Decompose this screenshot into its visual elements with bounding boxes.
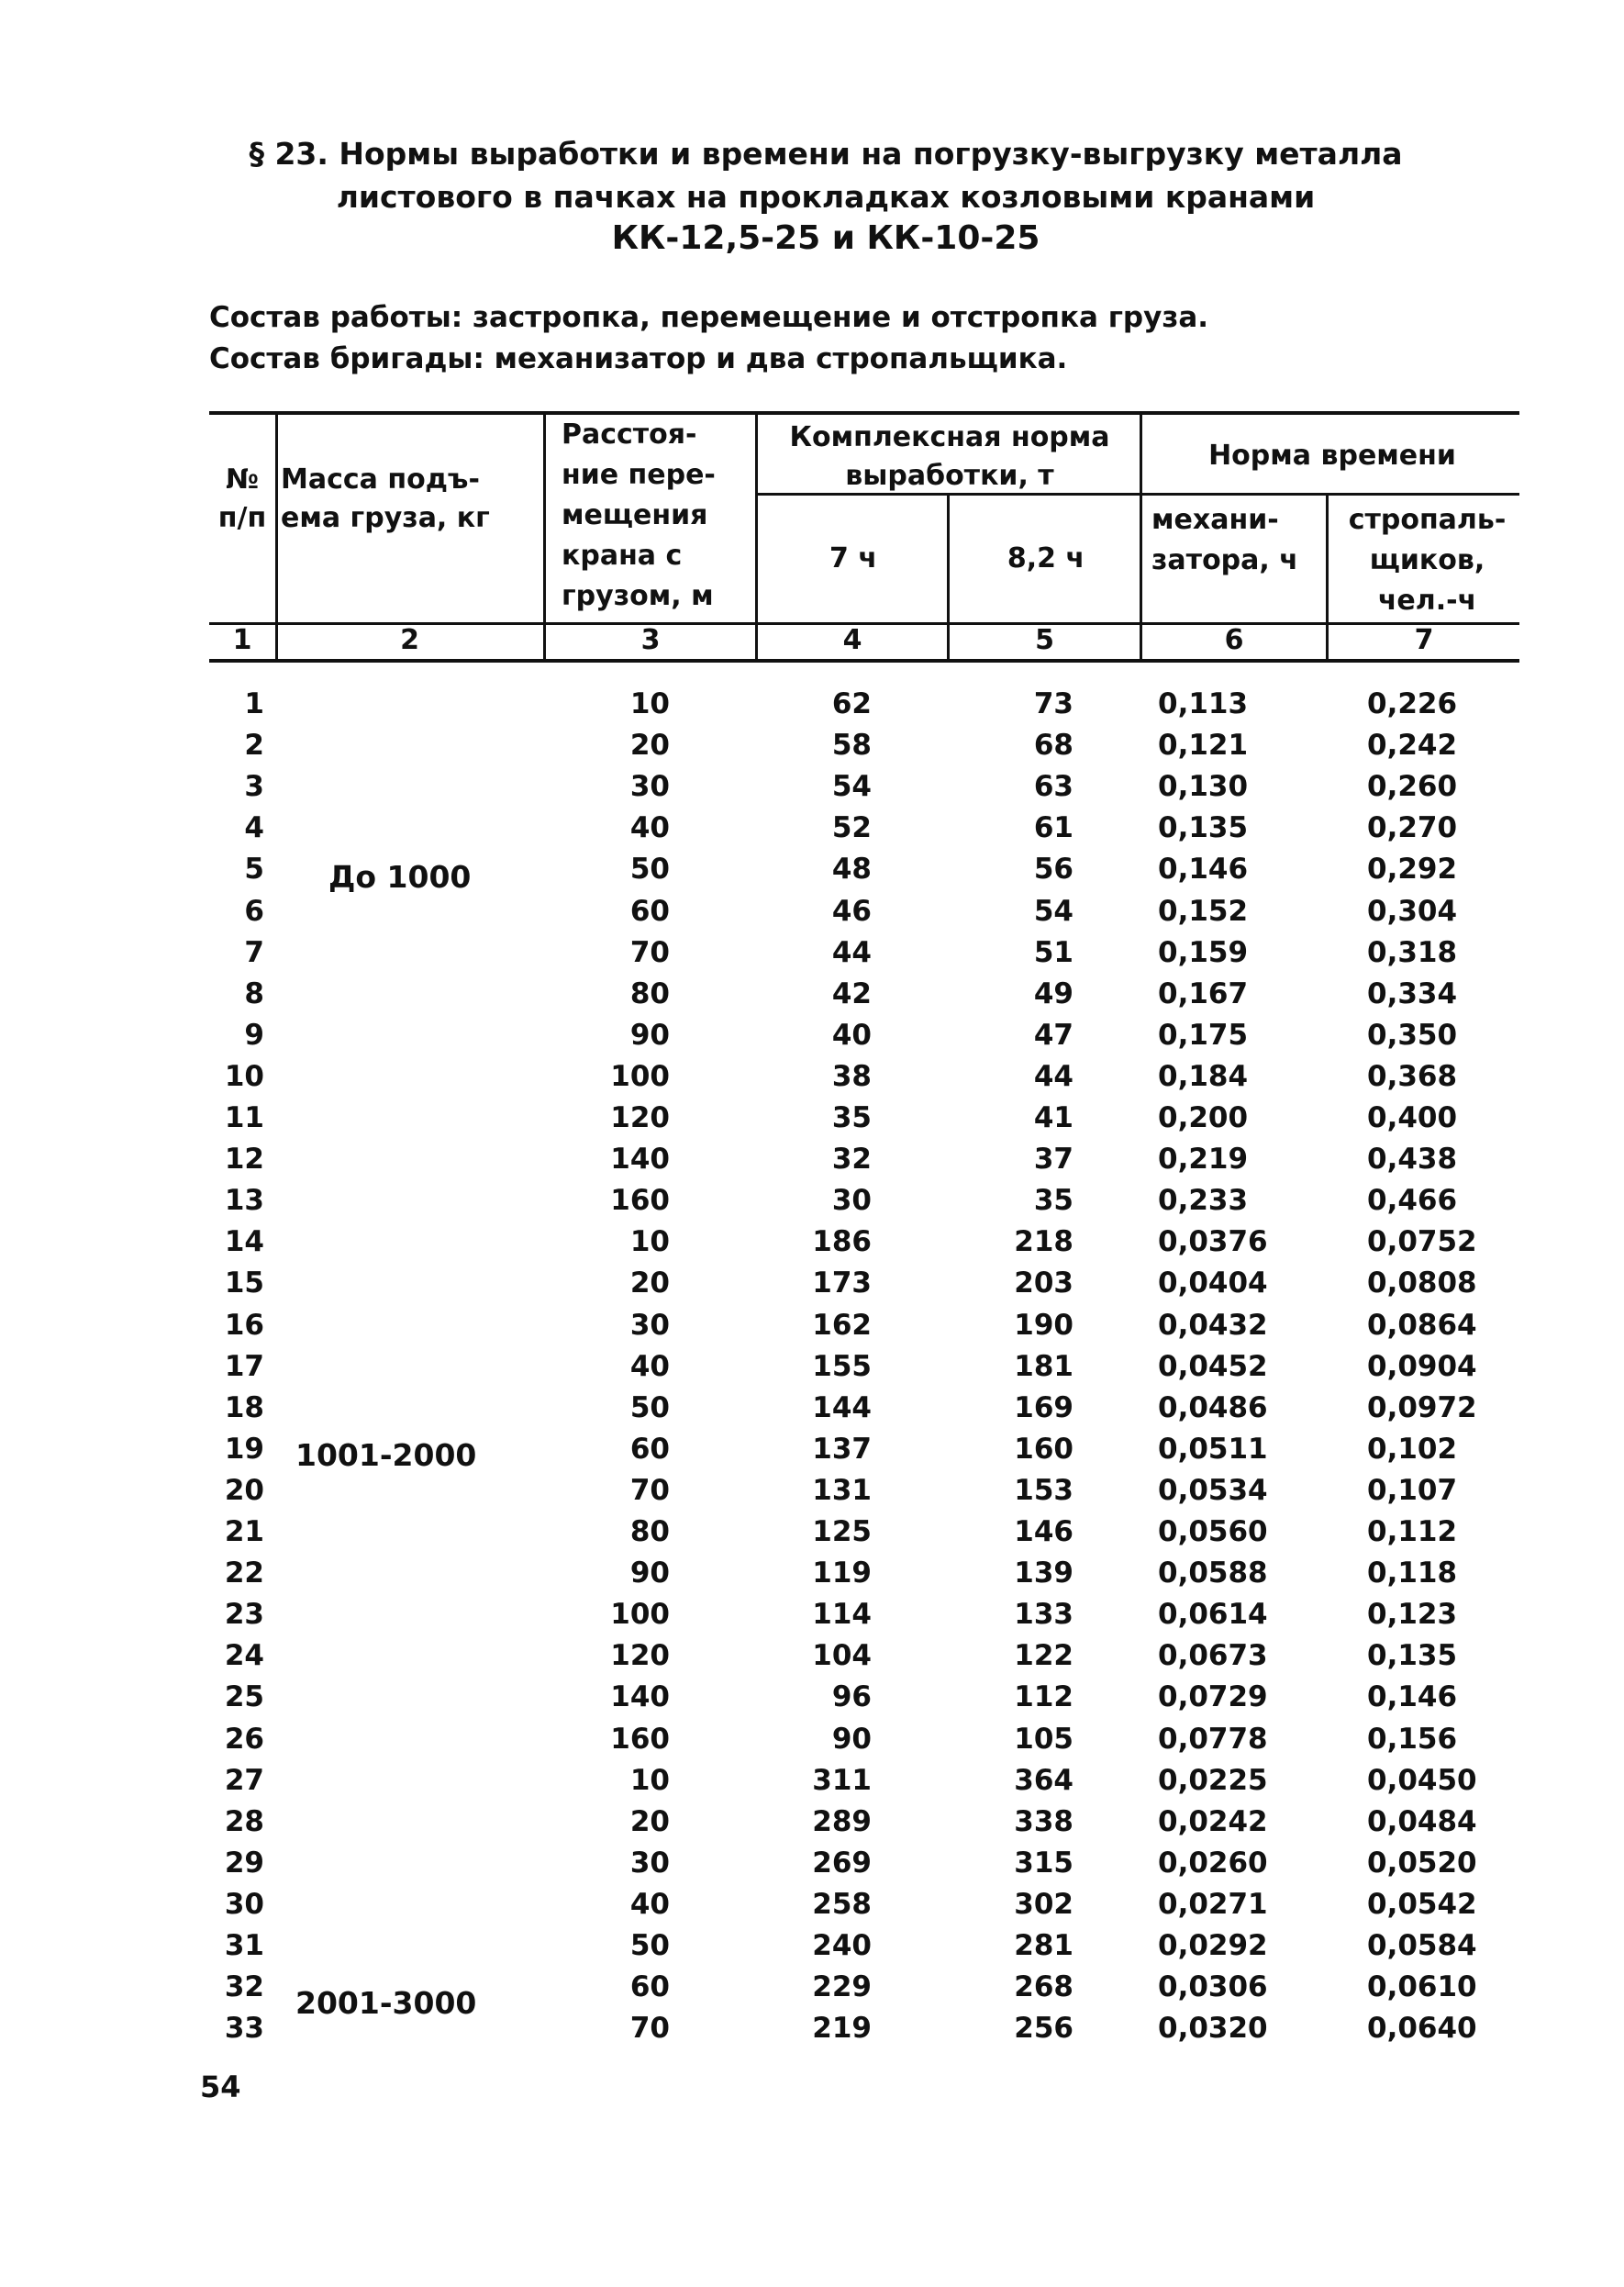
slinger-time-value: 0,0864 — [1367, 1309, 1477, 1342]
norm-7h-value: 38 — [831, 1060, 872, 1093]
header-complex-norm: Комплексная норма выработки, т — [789, 421, 1110, 492]
table-row — [0, 1305, 1624, 1346]
norm-8-2h-value: 169 — [1014, 1391, 1073, 1424]
norm-8-2h-value: 63 — [1033, 770, 1073, 803]
mechanic-time-value: 0,233 — [1158, 1184, 1249, 1217]
slinger-time-value: 0,112 — [1367, 1515, 1458, 1548]
distance-value: 50 — [629, 1391, 670, 1424]
mechanic-time-value: 0,0271 — [1158, 1888, 1268, 1921]
slinger-time-value: 0,334 — [1367, 977, 1458, 1010]
norm-8-2h-value: 139 — [1014, 1556, 1073, 1590]
header-time-norm: Норма времени — [1208, 440, 1456, 472]
row-number: 11 — [224, 1101, 264, 1134]
mechanic-time-value: 0,130 — [1158, 770, 1249, 803]
distance-value: 20 — [629, 729, 670, 762]
norm-8-2h-value: 122 — [1014, 1639, 1073, 1672]
table-row — [0, 1802, 1624, 1843]
table-row — [0, 1967, 1624, 2008]
slinger-time-value: 0,118 — [1367, 1556, 1458, 1590]
norm-7h-value: 46 — [831, 895, 872, 928]
distance-value: 70 — [629, 936, 670, 969]
table-row — [0, 808, 1624, 849]
row-number: 25 — [224, 1680, 264, 1713]
mechanic-time-value: 0,0306 — [1158, 1970, 1268, 2003]
slinger-time-value: 0,0484 — [1367, 1805, 1477, 1838]
distance-value: 40 — [629, 811, 670, 844]
slinger-time-value: 0,0520 — [1367, 1846, 1477, 1880]
norm-8-2h-value: 302 — [1014, 1888, 1073, 1921]
norm-8-2h-value: 364 — [1014, 1764, 1073, 1797]
norm-7h-value: 289 — [812, 1805, 872, 1838]
crew-composition: Состав бригады: механизатор и два стропальщика. — [209, 342, 1068, 375]
column-number-5: 5 — [1035, 624, 1054, 656]
row-number: 2 — [244, 729, 264, 762]
distance-value: 120 — [610, 1101, 670, 1134]
slinger-time-value: 0,123 — [1367, 1598, 1458, 1631]
mechanic-time-value: 0,121 — [1158, 729, 1249, 762]
table-row — [0, 1388, 1624, 1429]
norm-7h-value: 311 — [812, 1764, 872, 1797]
distance-value: 70 — [629, 2012, 670, 2045]
slinger-time-value: 0,0752 — [1367, 1225, 1477, 1258]
norm-8-2h-value: 190 — [1014, 1309, 1073, 1342]
distance-value: 70 — [629, 1474, 670, 1507]
norm-8-2h-value: 61 — [1033, 811, 1073, 844]
norm-8-2h-value: 44 — [1033, 1060, 1073, 1093]
norm-8-2h-value: 268 — [1014, 1970, 1073, 2003]
table-row — [0, 684, 1624, 725]
mechanic-time-value: 0,0376 — [1158, 1225, 1268, 1258]
table-row — [0, 1635, 1624, 1677]
row-number: 4 — [244, 811, 264, 844]
slinger-time-value: 0,368 — [1367, 1060, 1458, 1093]
table-row — [0, 1180, 1624, 1222]
mechanic-time-value: 0,0729 — [1158, 1680, 1268, 1713]
column-number-2: 2 — [400, 624, 419, 656]
slinger-time-value: 0,466 — [1367, 1184, 1458, 1217]
slinger-time-value: 0,226 — [1367, 687, 1458, 720]
distance-value: 90 — [629, 1556, 670, 1590]
norm-8-2h-value: 41 — [1033, 1101, 1073, 1134]
mechanic-time-value: 0,0778 — [1158, 1723, 1268, 1756]
table-top-rule — [209, 411, 1519, 415]
norm-7h-value: 258 — [812, 1888, 872, 1921]
norm-7h-value: 137 — [812, 1433, 872, 1466]
slinger-time-value: 0,0972 — [1367, 1391, 1477, 1424]
table-row — [0, 1263, 1624, 1304]
row-number: 16 — [224, 1309, 264, 1342]
norm-7h-value: 162 — [812, 1309, 872, 1342]
norm-8-2h-value: 281 — [1014, 1929, 1073, 1962]
column-number-3: 3 — [640, 624, 661, 656]
norm-7h-value: 114 — [812, 1598, 872, 1631]
slinger-time-value: 0,350 — [1367, 1019, 1458, 1052]
mechanic-time-value: 0,0452 — [1158, 1350, 1268, 1383]
table-row — [0, 1843, 1624, 1884]
distance-value: 140 — [610, 1143, 670, 1176]
norm-8-2h-value: 37 — [1033, 1143, 1073, 1176]
header-distance: Расстоя- ние пере- мещения крана с грузом, м — [562, 418, 716, 612]
norm-8-2h-value: 105 — [1014, 1723, 1073, 1756]
mechanic-time-value: 0,0614 — [1158, 1598, 1268, 1631]
distance-value: 10 — [629, 687, 670, 720]
norm-8-2h-value: 51 — [1033, 936, 1073, 969]
mechanic-time-value: 0,0404 — [1158, 1266, 1268, 1300]
distance-value: 30 — [629, 1309, 670, 1342]
table-row — [0, 1098, 1624, 1139]
norm-8-2h-value: 338 — [1014, 1805, 1073, 1838]
mechanic-time-value: 0,0486 — [1158, 1391, 1268, 1424]
table-row — [0, 1760, 1624, 1802]
mechanic-time-value: 0,113 — [1158, 687, 1249, 720]
norm-8-2h-value: 73 — [1033, 687, 1073, 720]
norm-7h-value: 269 — [812, 1846, 872, 1880]
slinger-time-value: 0,0904 — [1367, 1350, 1477, 1383]
mechanic-time-value: 0,0534 — [1158, 1474, 1268, 1507]
table-row — [0, 1925, 1624, 1967]
distance-value: 90 — [629, 1019, 670, 1052]
slinger-time-value: 0,438 — [1367, 1143, 1458, 1176]
column-number-7: 7 — [1414, 624, 1434, 656]
mechanic-time-value: 0,184 — [1158, 1060, 1249, 1093]
header-mechanic: механи- затора, ч — [1151, 504, 1298, 576]
row-number: 29 — [224, 1846, 264, 1880]
norm-7h-value: 32 — [831, 1143, 872, 1176]
slinger-time-value: 0,146 — [1367, 1680, 1458, 1713]
mechanic-time-value: 0,135 — [1158, 811, 1249, 844]
header-mass: Масса подъ- ема груза, кг — [281, 463, 490, 534]
row-number: 8 — [244, 977, 264, 1010]
norm-7h-value: 119 — [812, 1556, 872, 1590]
norm-8-2h-value: 146 — [1014, 1515, 1073, 1548]
table-row — [0, 1512, 1624, 1553]
norm-7h-value: 173 — [812, 1266, 872, 1300]
slinger-time-value: 0,0450 — [1367, 1764, 1477, 1797]
norm-8-2h-value: 68 — [1033, 729, 1073, 762]
slinger-time-value: 0,135 — [1367, 1639, 1458, 1672]
norm-7h-value: 125 — [812, 1515, 872, 1548]
slinger-time-value: 0,242 — [1367, 729, 1458, 762]
section-title-line-1: § 23. Нормы выработки и времени на погрузку-выгрузку металла — [249, 136, 1403, 172]
section-title-line-3: КК-12,5-25 и КК-10-25 — [611, 219, 1040, 257]
table-row — [0, 1884, 1624, 1925]
row-number: 24 — [224, 1639, 264, 1672]
norm-7h-value: 58 — [831, 729, 872, 762]
table-row — [0, 1719, 1624, 1760]
mechanic-time-value: 0,0432 — [1158, 1309, 1268, 1342]
row-number: 1 — [244, 687, 264, 720]
norm-8-2h-value: 133 — [1014, 1598, 1073, 1631]
group-header-rule-time — [1140, 493, 1519, 496]
norm-8-2h-value: 54 — [1033, 895, 1073, 928]
norm-7h-value: 54 — [831, 770, 872, 803]
distance-value: 100 — [610, 1060, 670, 1093]
table-row — [0, 725, 1624, 766]
mechanic-time-value: 0,0292 — [1158, 1929, 1268, 1962]
norm-7h-value: 144 — [812, 1391, 872, 1424]
row-number: 14 — [224, 1225, 264, 1258]
distance-value: 100 — [610, 1598, 670, 1631]
distance-value: 60 — [629, 1433, 670, 1466]
norm-7h-value: 229 — [812, 1970, 872, 2003]
row-number: 3 — [244, 770, 264, 803]
row-number: 23 — [224, 1598, 264, 1631]
mechanic-time-value: 0,0242 — [1158, 1805, 1268, 1838]
header-8-2h: 8,2 ч — [1007, 542, 1085, 575]
page-number: 54 — [200, 2069, 241, 2104]
distance-value: 60 — [629, 895, 670, 928]
distance-value: 80 — [629, 977, 670, 1010]
row-number: 22 — [224, 1556, 264, 1590]
slinger-time-value: 0,107 — [1367, 1474, 1458, 1507]
row-number: 33 — [224, 2012, 264, 2045]
table-row — [0, 891, 1624, 932]
norm-7h-value: 240 — [812, 1929, 872, 1962]
norm-8-2h-value: 315 — [1014, 1846, 1073, 1880]
distance-value: 30 — [629, 1846, 670, 1880]
norm-7h-value: 44 — [831, 936, 872, 969]
row-number: 31 — [224, 1929, 264, 1962]
table-row — [0, 1677, 1624, 1718]
mechanic-time-value: 0,167 — [1158, 977, 1249, 1010]
slinger-time-value: 0,318 — [1367, 936, 1458, 969]
mechanic-time-value: 0,0560 — [1158, 1515, 1268, 1548]
mass-group-2001-3000: 2001-3000 — [295, 1985, 477, 2021]
mass-group-1001-2000: 1001-2000 — [295, 1437, 477, 1473]
distance-value: 140 — [610, 1680, 670, 1713]
norm-7h-value: 62 — [831, 687, 872, 720]
row-number: 12 — [224, 1143, 264, 1176]
norm-8-2h-value: 203 — [1014, 1266, 1073, 1300]
slinger-time-value: 0,304 — [1367, 895, 1458, 928]
mechanic-time-value: 0,146 — [1158, 853, 1249, 886]
row-number: 32 — [224, 1970, 264, 2003]
norm-7h-value: 40 — [831, 1019, 872, 1052]
table-row — [0, 1222, 1624, 1263]
norm-8-2h-value: 112 — [1014, 1680, 1073, 1713]
norm-8-2h-value: 47 — [1033, 1019, 1073, 1052]
table-row — [0, 932, 1624, 974]
mechanic-time-value: 0,219 — [1158, 1143, 1249, 1176]
norm-7h-value: 104 — [812, 1639, 872, 1672]
column-number-6: 6 — [1224, 624, 1244, 656]
norm-7h-value: 48 — [831, 853, 872, 886]
norm-7h-value: 52 — [831, 811, 872, 844]
norm-8-2h-value: 181 — [1014, 1350, 1073, 1383]
row-number: 15 — [224, 1266, 264, 1300]
table-row — [0, 2008, 1624, 2049]
mechanic-time-value: 0,0260 — [1158, 1846, 1268, 1880]
mechanic-time-value: 0,175 — [1158, 1019, 1249, 1052]
slinger-time-value: 0,270 — [1367, 811, 1458, 844]
distance-value: 160 — [610, 1723, 670, 1756]
row-number: 27 — [224, 1764, 264, 1797]
row-number: 28 — [224, 1805, 264, 1838]
distance-value: 40 — [629, 1888, 670, 1921]
mechanic-time-value: 0,0673 — [1158, 1639, 1268, 1672]
section-title-line-2: листового в пачках на прокладках козловыми кранами — [336, 179, 1316, 215]
distance-value: 80 — [629, 1515, 670, 1548]
row-number: 21 — [224, 1515, 264, 1548]
mechanic-time-value: 0,200 — [1158, 1101, 1249, 1134]
norm-8-2h-value: 153 — [1014, 1474, 1073, 1507]
slinger-time-value: 0,292 — [1367, 853, 1458, 886]
row-number: 30 — [224, 1888, 264, 1921]
slinger-time-value: 0,400 — [1367, 1101, 1458, 1134]
table-row — [0, 1346, 1624, 1388]
slinger-time-value: 0,0610 — [1367, 1970, 1477, 2003]
distance-value: 120 — [610, 1639, 670, 1672]
norm-8-2h-value: 256 — [1014, 2012, 1073, 2045]
norm-7h-value: 90 — [831, 1723, 872, 1756]
slinger-time-value: 0,102 — [1367, 1433, 1458, 1466]
distance-value: 10 — [629, 1764, 670, 1797]
row-number: 5 — [244, 853, 264, 886]
norm-7h-value: 155 — [812, 1350, 872, 1383]
header-number: № п/п — [217, 463, 267, 534]
mechanic-time-value: 0,0225 — [1158, 1764, 1268, 1797]
table-row — [0, 974, 1624, 1015]
distance-value: 40 — [629, 1350, 670, 1383]
mechanic-time-value: 0,0511 — [1158, 1433, 1268, 1466]
distance-value: 20 — [629, 1805, 670, 1838]
work-composition: Состав работы: застропка, перемещение и отстропка груза. — [209, 301, 1209, 334]
mass-group-up-to-1000: До 1000 — [328, 859, 472, 895]
slinger-time-value: 0,0584 — [1367, 1929, 1477, 1962]
row-number: 18 — [224, 1391, 264, 1424]
slinger-time-value: 0,0542 — [1367, 1888, 1477, 1921]
table-row — [0, 1056, 1624, 1098]
slinger-time-value: 0,0640 — [1367, 2012, 1477, 2045]
header-7h: 7 ч — [829, 542, 877, 575]
row-number: 9 — [244, 1019, 264, 1052]
slinger-time-value: 0,156 — [1367, 1723, 1458, 1756]
distance-value: 50 — [629, 1929, 670, 1962]
norm-8-2h-value: 56 — [1033, 853, 1073, 886]
table-row — [0, 1553, 1624, 1594]
norm-7h-value: 219 — [812, 2012, 872, 2045]
distance-value: 30 — [629, 770, 670, 803]
norm-7h-value: 131 — [812, 1474, 872, 1507]
column-number-4: 4 — [842, 624, 862, 656]
table-row — [0, 766, 1624, 808]
table-row — [0, 1429, 1624, 1470]
norm-7h-value: 30 — [831, 1184, 872, 1217]
norm-7h-value: 42 — [831, 977, 872, 1010]
row-number: 10 — [224, 1060, 264, 1093]
column-numbers-rule — [209, 659, 1519, 663]
norm-8-2h-value: 35 — [1033, 1184, 1073, 1217]
mechanic-time-value: 0,0588 — [1158, 1556, 1268, 1590]
distance-value: 160 — [610, 1184, 670, 1217]
column-number-1: 1 — [232, 624, 252, 656]
norm-7h-value: 96 — [831, 1680, 872, 1713]
slinger-time-value: 0,0808 — [1367, 1266, 1477, 1300]
row-number: 6 — [244, 895, 264, 928]
distance-value: 10 — [629, 1225, 670, 1258]
norm-7h-value: 35 — [831, 1101, 872, 1134]
table-row — [0, 1594, 1624, 1635]
mechanic-time-value: 0,152 — [1158, 895, 1249, 928]
table-row — [0, 1139, 1624, 1180]
row-number: 17 — [224, 1350, 264, 1383]
table-row — [0, 1015, 1624, 1056]
row-number: 26 — [224, 1723, 264, 1756]
norm-8-2h-value: 49 — [1033, 977, 1073, 1010]
distance-value: 20 — [629, 1266, 670, 1300]
row-number: 7 — [244, 936, 264, 969]
mechanic-time-value: 0,0320 — [1158, 2012, 1268, 2045]
norm-7h-value: 186 — [812, 1225, 872, 1258]
norm-8-2h-value: 160 — [1014, 1433, 1073, 1466]
table-row — [0, 1470, 1624, 1512]
distance-value: 60 — [629, 1970, 670, 2003]
row-number: 19 — [224, 1433, 264, 1466]
row-number: 13 — [224, 1184, 264, 1217]
header-slingers: стропаль- щиков, чел.-ч — [1348, 504, 1507, 617]
distance-value: 50 — [629, 853, 670, 886]
norm-8-2h-value: 218 — [1014, 1225, 1073, 1258]
mechanic-time-value: 0,159 — [1158, 936, 1249, 969]
table-row — [0, 849, 1624, 890]
slinger-time-value: 0,260 — [1367, 770, 1458, 803]
row-number: 20 — [224, 1474, 264, 1507]
